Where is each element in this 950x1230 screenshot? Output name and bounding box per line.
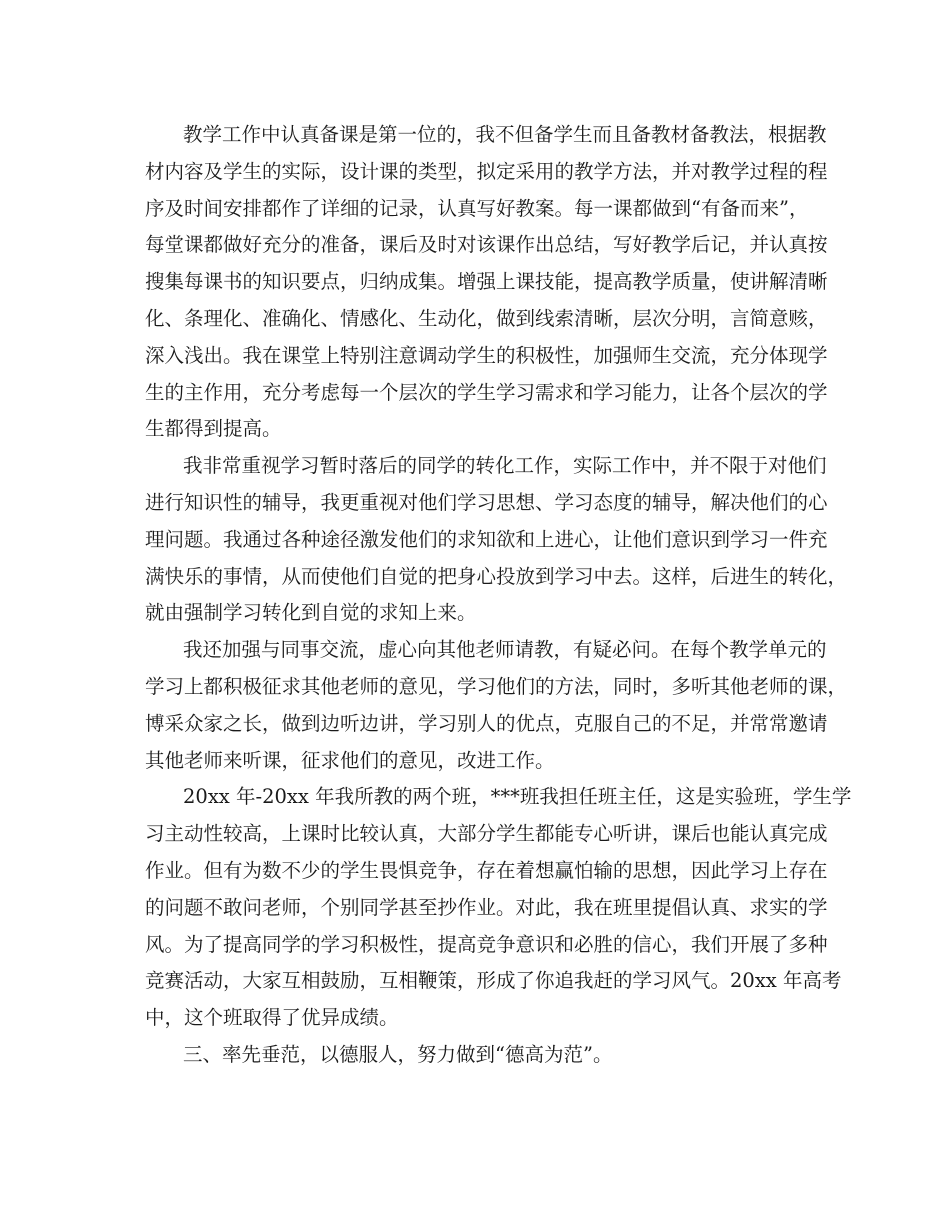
text-line: 我还加强与同事交流，虚心向其他老师请教，有疑必问。在每个教学单元的 (183, 638, 827, 662)
text-line: 风。为了提高同学的学习积极性，提高竞争意识和必胜的信心，我们开展了多种 (145, 932, 828, 956)
text-line: 理问题。我通过各种途径激发他们的求知欲和上进心，让他们意识到学习一件充 (145, 527, 828, 551)
text-line: 三、率先垂范，以德服人，努力做到“德高为范”。 (183, 1042, 613, 1066)
document-body (145, 117, 852, 1074)
text-line: 博采众家之长，做到边听边讲，学习别人的优点，克服自己的不足，并常常邀请 (145, 711, 828, 735)
text-line: 竞赛活动，大家互相鼓励，互相鞭策，形成了你追我赶的学习风气。20xx 年高考 (145, 969, 842, 993)
text-line: 搜集每课书的知识要点，归纳成集。增强上课技能，提高教学质量，使讲解清晰 (145, 270, 828, 294)
text-line: 其他老师来听课，征求他们的意见，改进工作。 (145, 748, 555, 772)
text-line: 的问题不敢问老师，个别同学甚至抄作业。对此，我在班里提倡认真、求实的学 (145, 895, 828, 919)
text-line: 化、条理化、准确化、情感化、生动化，做到线索清晰，层次分明，言简意赅， (145, 306, 828, 330)
text-line: 序及时间安排都作了详细的记录，认真写好教案。每一课都做到“有备而来”， (145, 196, 809, 220)
text-line: 每堂课都做好充分的准备，课后及时对该课作出总结，写好教学后记，并认真按 (145, 233, 828, 257)
text-line: 习主动性较高，上课时比较认真，大部分学生都能专心听讲，课后也能认真完成 (145, 822, 828, 846)
text-line: 我非常重视学习暂时落后的同学的转化工作，实际工作中，并不限于对他们 (183, 454, 827, 478)
text-line: 教学工作中认真备课是第一位的，我不但备学生而且备教材备教法，根据教 (183, 123, 827, 146)
text-line: 20xx 年-20xx 年我所教的两个班，***班我担任班主任，这是实验班，学生学 (183, 785, 852, 809)
text-line: 深入浅出。我在课堂上特别注意调动学生的积极性，加强师生交流，充分体现学 (145, 343, 828, 367)
text-line: 学习上都积极征求其他老师的意见，学习他们的方法，同时，多听其他老师的课， (145, 674, 848, 698)
text-line: 生的主作用，充分考虑每一个层次的学生学习需求和学习能力，让各个层次的学 (145, 380, 828, 404)
text-line: 就由强制学习转化到自觉的求知上来。 (145, 601, 477, 625)
text-line: 作业。但有为数不少的学生畏惧竞争，存在着想赢怕输的思想，因此学习上存在 (145, 858, 828, 882)
text-line: 材内容及学生的实际，设计课的类型，拟定采用的教学方法，并对教学过程的程 (145, 159, 828, 183)
text-line: 满快乐的事情，从而使他们自觉的把身心投放到学习中去。这样，后进生的转化， (145, 564, 848, 588)
text-line: 生都得到提高。 (145, 417, 282, 441)
text-line: 进行知识性的辅导，我更重视对他们学习思想、学习态度的辅导，解决他们的心 (145, 490, 828, 514)
text-line: 中，这个班取得了优异成绩。 (145, 1006, 399, 1030)
